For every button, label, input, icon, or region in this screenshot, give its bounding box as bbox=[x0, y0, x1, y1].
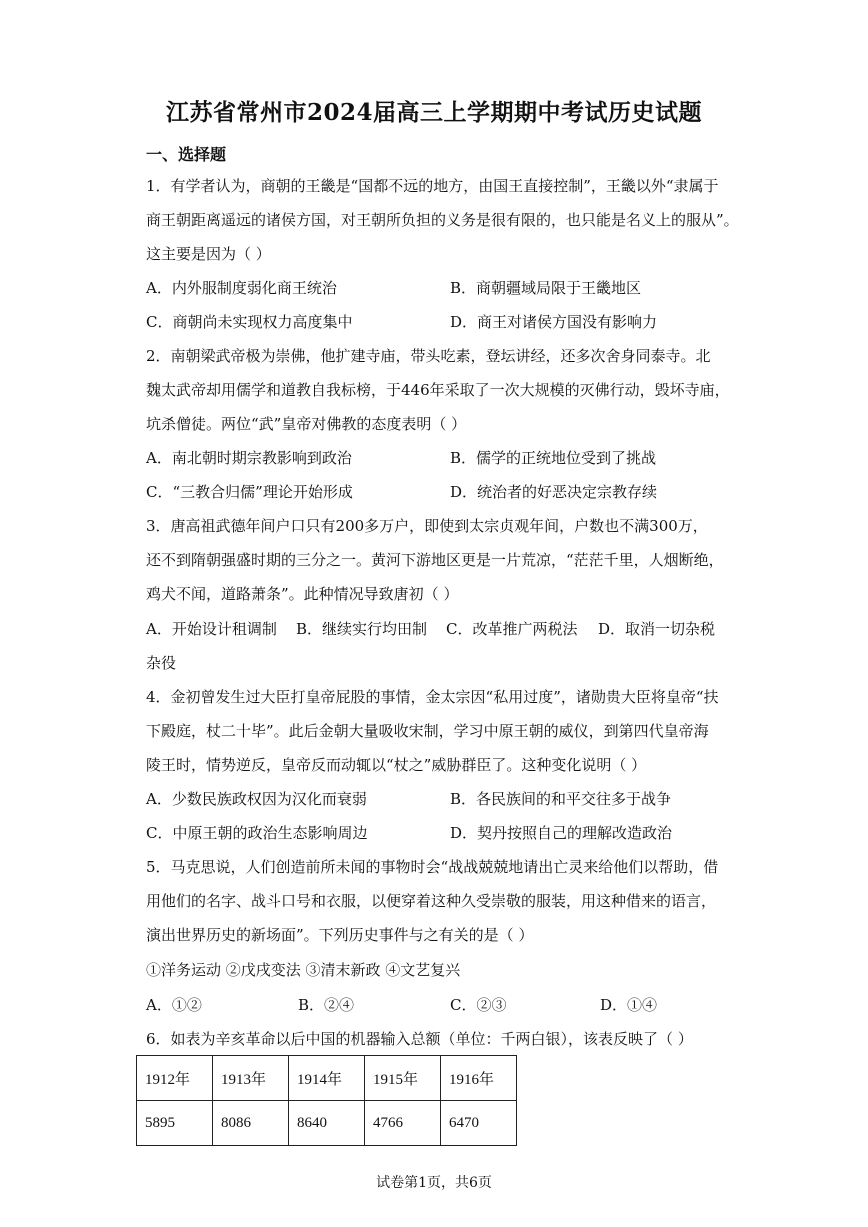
table-cell: 8086 bbox=[213, 1101, 289, 1146]
q3-line-2: 还不到隋朝强盛时期的三分之一。黄河下游地区更是一片荒凉，“茫茫千里，人烟断绝， bbox=[146, 551, 724, 569]
table-header-cell: 1914年 bbox=[289, 1056, 365, 1101]
page-title: 江苏省常州市2024届高三上学期期中考试历史试题 bbox=[165, 99, 702, 126]
q5-option-d[interactable]: D．①④ bbox=[600, 996, 658, 1014]
q4-option-c[interactable]: C．中原王朝的政治生态影响周边 bbox=[146, 824, 368, 842]
q4-line-2: 下殿庭，杖二十毕”。此后金朝大量吸收宋制，学习中原王朝的威仪，到第四代皇帝海 bbox=[146, 722, 709, 740]
q5-option-a[interactable]: A．①② bbox=[146, 996, 202, 1014]
section-heading: 一、选择题 bbox=[146, 145, 227, 164]
table-header-cell: 1915年 bbox=[365, 1056, 441, 1101]
q5-line-4: ①洋务运动 ②戊戌变法 ③清末新政 ④文艺复兴 bbox=[146, 961, 461, 979]
q5-option-b[interactable]: B．②④ bbox=[298, 996, 355, 1014]
q4-option-b[interactable]: B．各民族间的和平交往多于战争 bbox=[450, 790, 672, 808]
q3-option-d[interactable]: D．取消一切杂税 bbox=[598, 620, 716, 638]
table-cell: 4766 bbox=[365, 1101, 441, 1146]
q2-option-d[interactable]: D．统治者的好恶决定宗教存续 bbox=[450, 483, 658, 501]
q1-option-d[interactable]: D．商王对诸侯方国没有影响力 bbox=[450, 313, 658, 331]
table-row bbox=[137, 1056, 517, 1101]
q4-line-1: 4．金初曾发生过大臣打皇帝屁股的事情，金太宗因“私用过度”，诸勋贵大臣将皇帝“扶 bbox=[146, 688, 719, 706]
q1-option-b[interactable]: B．商朝疆域局限于王畿地区 bbox=[450, 279, 642, 297]
q4-line-3: 陵王时，情势逆反，皇帝反而动辄以“杖之”威胁群臣了。这种变化说明（ ） bbox=[146, 756, 647, 774]
table-cell: 6470 bbox=[441, 1101, 517, 1146]
q1-line-2: 商王朝距离遥远的诸侯方国，对王朝所负担的义务是很有限的，也只能是名义上的服从”。 bbox=[146, 211, 739, 229]
q5-line-3: 演出世界历史的新场面”。下列历史事件与之有关的是（ ） bbox=[146, 926, 534, 944]
q3-option-d-continued: 杂役 bbox=[146, 654, 177, 672]
q2-option-c[interactable]: C．“三教合归儒”理论开始形成 bbox=[146, 483, 353, 501]
table-header-cell: 1916年 bbox=[441, 1056, 517, 1101]
q3-option-b[interactable]: B．继续实行均田制 bbox=[296, 620, 428, 638]
table-header-cell: 1912年 bbox=[137, 1056, 213, 1101]
machinery-import-table bbox=[136, 1055, 517, 1146]
q1-line-1: 1．有学者认为，商朝的王畿是“国都不远的地方，由国王直接控制”，王畿以外“隶属于 bbox=[146, 177, 719, 195]
q1-option-c[interactable]: C．商朝尚未实现权力高度集中 bbox=[146, 313, 353, 331]
q2-option-b[interactable]: B．儒学的正统地位受到了挑战 bbox=[450, 449, 657, 467]
table-header-cell: 1913年 bbox=[213, 1056, 289, 1101]
q1-option-a[interactable]: A．内外服制度弱化商王统治 bbox=[146, 279, 337, 297]
table-row bbox=[137, 1101, 517, 1146]
q5-option-c[interactable]: C．②③ bbox=[450, 996, 507, 1014]
q1-line-3: 这主要是因为（ ） bbox=[146, 245, 271, 263]
page-footer: 试卷第1页，共6页 bbox=[376, 1175, 492, 1191]
q3-option-a[interactable]: A．开始设计租调制 bbox=[146, 620, 277, 638]
q4-option-a[interactable]: A．少数民族政权因为汉化而衰弱 bbox=[146, 790, 367, 808]
table-cell: 8640 bbox=[289, 1101, 365, 1146]
q2-option-a[interactable]: A．南北朝时期宗教影响到政治 bbox=[146, 449, 352, 467]
q5-line-2: 用他们的名字、战斗口号和衣服，以便穿着这种久受崇敬的服装，用这种借来的语言， bbox=[146, 892, 717, 910]
q6-line-1: 6．如表为辛亥革命以后中国的机器输入总额（单位：千两白银），该表反映了（ ） bbox=[146, 1030, 693, 1048]
q4-option-d[interactable]: D．契丹按照自己的理解改造政治 bbox=[450, 824, 673, 842]
q3-line-3: 鸡犬不闻，道路萧条”。此种情况导致唐初（ ） bbox=[146, 585, 459, 603]
q2-line-3: 坑杀僧徒。两位“武”皇帝对佛教的态度表明（ ） bbox=[146, 415, 467, 433]
q5-line-1: 5．马克思说，人们创造前所未闻的事物时会“战战兢兢地请出亡灵来给他们以帮助，借 bbox=[146, 858, 719, 876]
table-cell: 5895 bbox=[137, 1101, 213, 1146]
q2-line-1: 2．南朝梁武帝极为崇佛，他扩建寺庙，带头吃素，登坛讲经，还多次舍身同泰寺。北 bbox=[146, 347, 711, 365]
q2-line-2: 魏太武帝却用儒学和道教自我标榜，于446年采取了一次大规模的灭佛行动，毁坏寺庙， bbox=[146, 381, 730, 399]
q3-line-1: 3．唐高祖武德年间户口只有200多万户，即使到太宗贞观年间，户数也不满300万， bbox=[146, 517, 708, 535]
q3-option-c[interactable]: C．改革推广两税法 bbox=[446, 620, 578, 638]
